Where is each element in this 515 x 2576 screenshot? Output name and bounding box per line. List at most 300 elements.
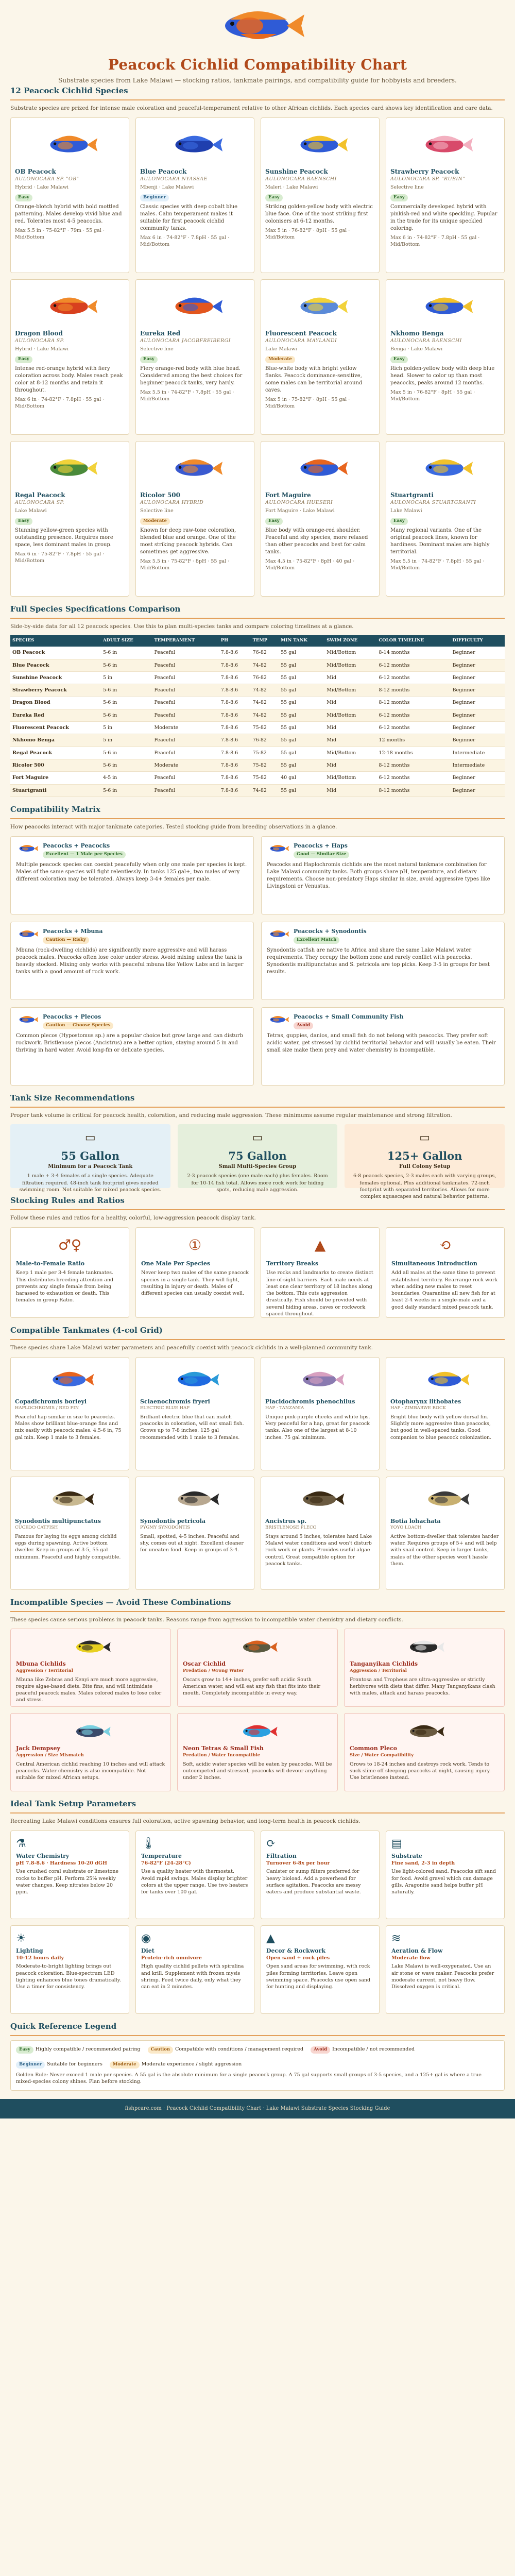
- table-cell: Peaceful: [152, 784, 218, 796]
- species-stats: Max 5.5 in · 75-82°F · 8pH · 55 gal · Mid/Bottom: [140, 558, 230, 571]
- table-cell: Beginner: [451, 784, 505, 796]
- tankmate-type: PYGMY SYNODONTIS: [140, 1524, 191, 1530]
- tank-parameters: [10, 1831, 505, 2014]
- tankmate-image: [265, 1362, 375, 1398]
- fish-icon: [292, 292, 349, 321]
- fish-icon: [401, 1637, 448, 1657]
- incompatible-description: Frontosa and Tropheus are ultra-aggressive or strictly herbivores with diets that differ. Many Tanganyikans clash with males, attack and harass peacocks.: [350, 1676, 495, 1697]
- table-cell: 75-82: [251, 759, 279, 771]
- params-section-title: Ideal Tank Setup Parameters: [10, 1791, 505, 1814]
- parameter-value: Protein-rich omnivore: [141, 1955, 202, 1961]
- species-origin: Selective line: [390, 184, 424, 190]
- legend-item: [16, 2061, 102, 2069]
- fish-icon: [401, 1721, 448, 1742]
- species-description: Fiery orange-red body with blue head. Considered among the best choices for beginner peacock tanks, very hardy.: [140, 365, 243, 386]
- species-card: [386, 117, 505, 273]
- table-cell: Beginner: [451, 722, 505, 734]
- table-row: [10, 772, 505, 784]
- table-cell: 55 gal: [279, 659, 324, 671]
- fish-pair-icon: [16, 1014, 39, 1027]
- stocking-rules: [10, 1227, 505, 1318]
- legend-text: Highly compatible / recommended pairing: [35, 2046, 141, 2052]
- specs-column-header: SWIM ZONE: [324, 635, 376, 647]
- tankmate-card: [386, 1477, 505, 1590]
- table-cell: 55 gal: [279, 647, 324, 659]
- table-cell: Mid/Bottom: [324, 709, 376, 721]
- incompatible-reason: Aggression / Territorial: [350, 1668, 407, 1673]
- parameter-value: Open sand + rock piles: [266, 1955, 330, 1961]
- species-origin: Hybrid · Lake Malawi: [15, 184, 69, 190]
- table-row: [10, 747, 505, 759]
- species-scientific-name: AULONOCARA BAENSCHI: [390, 338, 462, 344]
- legend-badge: Easy: [16, 2046, 33, 2054]
- table-cell: 55 gal: [279, 747, 324, 759]
- species-origin: Lake Malawi: [390, 507, 422, 514]
- table-row: [10, 684, 505, 697]
- species-description: Stunning yellow-green species with outstanding presence. Requires more space, less dominant males in group.: [15, 527, 113, 548]
- fish-icon: [420, 1487, 471, 1512]
- species-fish-image: [265, 284, 375, 329]
- fish-icon: [292, 454, 349, 483]
- table-cell: Beginner: [451, 671, 505, 684]
- table-cell: 74-82: [251, 659, 279, 671]
- species-stats: Max 6 in · 74-82°F · 7.8pH · 55 gal · Mid/Bottom: [390, 234, 480, 248]
- parameter-value: Turnover 6-8x per hour: [266, 1860, 330, 1867]
- tankmate-description: Stays around 5 inches, tolerates hard Lake Malawi water conditions and won't disturb rock work or plants. Provides useful algae control. Great compatible option for peacock tanks.: [265, 1533, 372, 1567]
- tankmate-image: [15, 1362, 125, 1398]
- species-description: Classic species with deep cobalt blue males. Calm temperament makes it suitable for first peacock cichlid community tanks.: [140, 204, 238, 231]
- species-scientific-name: AULONOCARA STUARTGRANTI: [390, 500, 476, 506]
- species-origin: Hybrid · Lake Malawi: [15, 346, 69, 352]
- species-name: Sunshine Peacock: [265, 167, 328, 175]
- parameter-value: Moderate flow: [391, 1955, 431, 1961]
- incompatible-reason: Aggression / Size Mismatch: [16, 1752, 84, 1758]
- light-icon: ☀: [16, 1931, 26, 1945]
- matrix-intro: How peacocks interact with major tankmate categories. Tested stocking guide from breeding observations in a glance.: [10, 823, 337, 830]
- table-cell: 5-6 in: [101, 684, 152, 697]
- tankmate-card: [135, 1357, 254, 1470]
- species-scientific-name: AULONOCARA BAENSCHI: [265, 176, 337, 182]
- gender-icon: ♂♀: [58, 1236, 82, 1254]
- table-cell: 8-12 months: [376, 697, 450, 709]
- species-card: [10, 117, 129, 273]
- incompatible-image: [350, 1634, 499, 1660]
- species-fish-image: [15, 446, 125, 491]
- table-cell: Peaceful: [152, 747, 218, 759]
- species-origin: Selective line: [140, 507, 174, 514]
- species-stats: Max 5.5 in · 75-82°F · 79m · 55 gal · Mid/Bottom: [15, 227, 105, 241]
- table-cell: 75-82: [251, 772, 279, 784]
- parameter-description: High quality cichlid pellets with spirulina and krill. Supplement with frozen mysis shrimp. Feed twice daily, only what they can eat in 2 minutes.: [141, 1963, 244, 1990]
- tank-description: 6-8 peacock species, 2-3 males each with varying groups, females optional. Plus additional tankmates. 72-inch footprint with separated territories. Allows for more complex aquascapes and natural behavior patterns.: [353, 1173, 496, 1200]
- species-name: Fort Maguire: [265, 491, 311, 499]
- pairing-title-block: [294, 1013, 403, 1029]
- rock-icon: ▲: [266, 1931, 275, 1945]
- species-stats: Max 6 in · 74-82°F · 7.8pH · 55 gal · Mid/Bottom: [15, 396, 105, 410]
- pairing-title: Peacocks + Mbuna: [43, 927, 103, 935]
- difficulty-badge: Easy: [140, 356, 158, 363]
- table-cell: 7.8-8.6: [219, 747, 251, 759]
- fish-pair-icon: [267, 1014, 289, 1027]
- tankmate-name: Otopharynx lithobates: [390, 1398, 461, 1405]
- tankmate-name: Synodontis multipunctatus: [15, 1517, 101, 1524]
- fish-icon: [234, 1721, 281, 1742]
- compatibility-card: [10, 1007, 254, 1086]
- parameter-title: Lighting: [16, 1947, 43, 1954]
- difficulty-badge: Moderate: [140, 518, 170, 525]
- table-cell: 74-82: [251, 684, 279, 697]
- legend-item: [110, 2061, 242, 2069]
- pairing-title-block: [43, 842, 126, 858]
- table-cell: Dragon Blood: [10, 697, 101, 709]
- specs-column-header: PH: [219, 635, 251, 647]
- parameter-title: Substrate: [391, 1852, 422, 1859]
- species-description: Commercially developed hybrid with pinkish-red and white speckling. Popular in the trade for its unique speckled coloring.: [390, 204, 497, 231]
- species-card: [261, 117, 380, 273]
- table-cell: 40 gal: [279, 772, 324, 784]
- table-cell: Peaceful: [152, 709, 218, 721]
- species-scientific-name: AULONOCARA MAYLANDI: [265, 338, 337, 344]
- table-cell: 8-12 months: [376, 784, 450, 796]
- species-name: Eureka Red: [140, 329, 181, 337]
- pairing-header: [16, 927, 248, 944]
- table-cell: 12-18 months: [376, 747, 450, 759]
- incompatible-image: [183, 1634, 332, 1660]
- parameter-value: 76-82°F (24-28°C): [141, 1860, 191, 1867]
- incompatible-description: Soft, acidic water species will be eaten by peacocks. Will be outcompeted and stressed, peacocks will devour anything under 2 inches.: [183, 1761, 332, 1781]
- difficulty-badge: Easy: [390, 356, 408, 363]
- tankmate-type: CUCKOO CATFISH: [15, 1524, 58, 1530]
- table-cell: Mid/Bottom: [324, 747, 376, 759]
- table-cell: 74-82: [251, 784, 279, 796]
- fish-icon: [42, 292, 98, 321]
- tanks-section-title: Tank Size Recommendations: [10, 1086, 505, 1108]
- fish-icon: [44, 1487, 96, 1512]
- species-card: [135, 117, 254, 273]
- tankmate-image: [140, 1481, 250, 1517]
- difficulty-badge: Beginner: [140, 194, 169, 201]
- parameter-description: Moderate-to-bright lighting brings out peacock coloration. Blue-spectrum LED lighting enhances blue tones dramatically. Use a timer for consistency.: [16, 1963, 121, 1990]
- tanks-intro: Proper tank volume is critical for peacock health, coloration, and reducing male aggression. These minimums assume regular maintenance and strong filtration.: [10, 1112, 452, 1118]
- table-cell: Peaceful: [152, 772, 218, 784]
- species-fish-image: [15, 122, 125, 167]
- species-description: Intense red-orange hybrid with fiery coloration across body. Males reach peak color at 8-12 months and retain it throughout.: [15, 365, 123, 393]
- compatibility-card: [10, 836, 254, 914]
- table-row: [10, 784, 505, 796]
- table-cell: Beginner: [451, 709, 505, 721]
- table-cell: Peaceful: [152, 671, 218, 684]
- table-cell: Peaceful: [152, 697, 218, 709]
- incompatible-name: Tanganyikan Cichlids: [350, 1660, 418, 1668]
- table-cell: 6-12 months: [376, 772, 450, 784]
- specs-intro: Side-by-side data for all 12 peacock species. Use this to plan multi-species tanks and compare coloring timelines at a glance.: [10, 623, 354, 630]
- table-cell: 12 months: [376, 734, 450, 747]
- incompatible-name: Common Pleco: [350, 1745, 398, 1752]
- fish-icon: [417, 130, 474, 159]
- table-cell: Peaceful: [152, 647, 218, 659]
- species-stats: Max 6 in · 74-82°F · 7.8pH · 55 gal · Mid/Bottom: [140, 234, 230, 248]
- pairing-description: Mbuna (rock-dwelling cichlids) are significantly more aggressive and will harass peacock males. Peacocks often lose color under stress. Avoid mixing unless the tank is heavily stocked. Mixing only works with peaceful mbuna like Yellow Labs and in larger tanks with a good amount of rock work.: [16, 947, 244, 975]
- species-fish-image: [390, 122, 500, 167]
- table-cell: 55 gal: [279, 722, 324, 734]
- tankmate-name: Sciaenochromis fryeri: [140, 1398, 210, 1405]
- table-row: [10, 734, 505, 747]
- species-scientific-name: AULONOCARA SP.: [15, 500, 64, 506]
- parameter-description: Canister or sump filters preferred for heavy bioload. Add a powerhead for surface agitation. Peacocks are messy eaters and produce substantial waste.: [266, 1869, 361, 1895]
- parameter-title: Temperature: [141, 1852, 182, 1859]
- legend-text: Incompatible / not recommended: [332, 2046, 415, 2052]
- species-section-title: 12 Peacock Cichlid Species: [10, 78, 505, 100]
- stocking-rule-card: [10, 1227, 129, 1318]
- table-cell: 75-82: [251, 722, 279, 734]
- tank-size-card: [345, 1124, 505, 1200]
- table-cell: Mid/Bottom: [324, 684, 376, 697]
- substrate-icon: ▤: [391, 1837, 402, 1850]
- compatibility-card: [261, 922, 505, 1000]
- species-fish-image: [390, 284, 500, 329]
- pairing-header: [16, 842, 248, 858]
- table-cell: 55 gal: [279, 784, 324, 796]
- table-cell: Regal Peacock: [10, 747, 101, 759]
- tankmate-card: [10, 1477, 129, 1590]
- incompatible-image: [350, 1719, 499, 1744]
- tank-volume: 125+ Gallon: [387, 1149, 462, 1162]
- tankmate-description: Peaceful hap similar in size to peacocks. Males show brilliant blue-orange fins and mix easily with peacock males. 4.5-6 in, 75 gal min. Keep 1 male to 3 females.: [15, 1414, 122, 1440]
- fish-icon: [167, 130, 224, 159]
- table-cell: Moderate: [152, 759, 218, 771]
- parameter-card: [386, 1925, 505, 2014]
- table-cell: Stuartgranti: [10, 784, 101, 796]
- difficulty-badge: Easy: [390, 518, 408, 525]
- mates-intro: These species share Lake Malawi water parameters and peacefully coexist with peacock cichlids in a well-planned community tank.: [10, 1344, 373, 1351]
- species-card: [135, 441, 254, 597]
- fish-icon: [42, 454, 98, 483]
- incompatible-card: [344, 1629, 505, 1707]
- tankmate-card: [261, 1477, 380, 1590]
- species-fish-image: [140, 122, 250, 167]
- fish-icon: [16, 928, 39, 940]
- mates-section-title: Compatible Tankmates (4-col Grid): [10, 1318, 505, 1340]
- tankmates-grid: [10, 1357, 505, 1590]
- tankmate-type: HAPLOCHROMIS / RED FIN: [15, 1405, 79, 1411]
- pairing-description: Multiple peacock species can coexist peacefully when only one male per species is kept. Males of the same species will fight relentlessly. In tanks 125 gal+, two males of very different coloration may be tolerated. Always keep 3-4+ females per male.: [16, 861, 247, 882]
- table-cell: Sunshine Peacock: [10, 671, 101, 684]
- fish-icon: [167, 454, 224, 483]
- tank-description: 2-3 peacock species (one male each) plus females. Room for 10-14 fish total. Allows more rock work for hiding spots, reducing male aggression.: [187, 1173, 328, 1193]
- table-cell: Peaceful: [152, 684, 218, 697]
- incompatible-name: Jack Dempsey: [16, 1745, 60, 1752]
- compatibility-matrix: [10, 836, 505, 1086]
- species-scientific-name: AULONOCARA HUESERI: [265, 500, 333, 506]
- fish-icon: [267, 843, 289, 854]
- fish-icon: [417, 292, 474, 321]
- species-card: [10, 441, 129, 597]
- table-cell: Peaceful: [152, 734, 218, 747]
- legend-text: Suitable for beginners: [47, 2061, 102, 2067]
- legend-note: Golden Rule: Never exceed 1 male per species. A 55 gal is the absolute minimum for a single peacock group. A 75 gal supports small groups of 3-5 species, and a 125+ gal is where a true mixed-species colony shines. Plan before stocking.: [16, 2072, 482, 2085]
- pairing-title: Peacocks + Plecos: [43, 1013, 101, 1020]
- difficulty-badge: Easy: [15, 194, 32, 201]
- incompatible-reason: Aggression / Territorial: [16, 1668, 74, 1673]
- stocking-rule-card: [386, 1227, 505, 1318]
- rules-intro: Follow these rules and ratios for a healthy, colorful, low-aggression peacock display tank.: [10, 1215, 256, 1222]
- table-cell: Beginner: [451, 647, 505, 659]
- table-cell: 75-82: [251, 747, 279, 759]
- table-cell: 74-82: [251, 709, 279, 721]
- table-row: [10, 697, 505, 709]
- difficulty-badge: Easy: [265, 194, 283, 201]
- rule-description: Add all males at the same time to prevent established territory. Rearrange rock work when adding new males to reset boundaries. Quarantine all new fish for at least 2-4 weeks in a single-male and a good daily standard mixed peacock tank.: [391, 1270, 498, 1310]
- difficulty-badge: Easy: [15, 356, 32, 363]
- species-stats: Max 5.5 in · 74-82°F · 7.8pH · 55 gal · Mid/Bottom: [390, 558, 485, 571]
- table-cell: 6-12 months: [376, 709, 450, 721]
- tankmate-name: Placidochromis phenochilus: [265, 1398, 355, 1405]
- tankmate-description: Brilliant electric blue that can match peacocks in coloration, will eat small fish. Grows up to 7-8 inches. 125 gal recommended with 1 male to 3 females.: [140, 1414, 244, 1440]
- table-cell: 76-82: [251, 671, 279, 684]
- table-cell: Beginner: [451, 684, 505, 697]
- table-cell: 8-12 months: [376, 684, 450, 697]
- single-male-icon: ①: [188, 1236, 202, 1254]
- territory-icon: ▲: [314, 1236, 326, 1254]
- difficulty-badge: Easy: [15, 518, 32, 525]
- table-cell: 6-12 months: [376, 671, 450, 684]
- species-description: Rich golden-yellow body with deep blue head. Slower to color up than most peacocks, peaks around 12 months.: [390, 365, 495, 386]
- stocking-rule-card: [261, 1227, 380, 1318]
- parameter-card: [261, 1831, 380, 1919]
- table-row: [10, 722, 505, 734]
- table-cell: 7.8-8.6: [219, 709, 251, 721]
- compatibility-card: [10, 922, 254, 1000]
- species-origin: Selective line: [140, 346, 174, 352]
- tankmate-card: [10, 1357, 129, 1470]
- table-cell: Mid/Bottom: [324, 659, 376, 671]
- compatibility-badge: Excellent — 1 Male per Species: [43, 851, 126, 858]
- fish-icon: [267, 1014, 289, 1025]
- water-chemistry-icon: ⚗: [16, 1837, 26, 1850]
- fish-pair-icon: [267, 928, 289, 942]
- tankmate-type: HAP · ZIMBABWE ROCK: [390, 1405, 446, 1411]
- rule-description: Use rocks and landmarks to create distinct line-of-sight barriers. Each male needs at least one clear territory of 18 inches along the bottom. This cuts aggression drastically. Fish should be provided with several hiding areas, caves or rockwork spaced throughout.: [266, 1270, 373, 1317]
- parameter-card: [135, 1925, 254, 2014]
- incompatible-name: Neon Tetras & Small Fish: [183, 1745, 264, 1752]
- species-intro: Substrate species are prized for intense male coloration and peaceful-temperament relative to other African cichlids. Each species card shows key identification and care data.: [10, 105, 493, 111]
- table-cell: 6-12 months: [376, 722, 450, 734]
- parameter-card: [10, 1831, 129, 1919]
- table-cell: Ricolor 500: [10, 759, 101, 771]
- fish-pair-icon: [16, 928, 39, 942]
- incompatible-card: [10, 1629, 171, 1707]
- rule-title: Male-to-Female Ratio: [16, 1260, 85, 1267]
- parameter-card: [386, 1831, 505, 1919]
- incompatible-card: [344, 1713, 505, 1791]
- specs-column-header: MIN TANK: [279, 635, 324, 647]
- species-name: Fluorescent Peacock: [265, 329, 337, 337]
- pairing-description: Tetras, guppies, danios, and small fish do not belong with peacocks. They prefer soft acidic water, get stressed by cichlid territorial behavior and will usually be eaten. Their small size make them prey and water chemistry is incompatible.: [267, 1032, 496, 1053]
- fish-icon: [67, 1721, 114, 1742]
- difficulty-badge: Easy: [265, 518, 283, 525]
- specs-column-header: SPECIES: [10, 635, 101, 647]
- pairing-title: Peacocks + Synodontis: [294, 927, 367, 935]
- species-scientific-name: AULONOCARA HYBRID: [140, 500, 204, 506]
- table-row: [10, 671, 505, 684]
- tank-label: Full Colony Setup: [399, 1164, 451, 1170]
- species-fish-image: [265, 446, 375, 491]
- tank-label: Small Multi-Species Group: [218, 1164, 297, 1170]
- table-cell: 55 gal: [279, 734, 324, 747]
- fish-icon: [295, 1367, 346, 1392]
- specs-section-title: Full Species Specifications Comparison: [10, 597, 505, 619]
- table-cell: 7.8-8.6: [219, 734, 251, 747]
- compatibility-badge: Good — Similar Size: [294, 851, 349, 858]
- tankmate-image: [390, 1481, 500, 1517]
- specs-header-row: [10, 635, 505, 647]
- incompatible-image: [16, 1634, 165, 1660]
- species-name: Strawberry Peacock: [390, 167, 459, 175]
- table-cell: 76-82: [251, 734, 279, 747]
- parameter-title: Diet: [141, 1947, 154, 1954]
- species-name: Dragon Blood: [15, 329, 63, 337]
- stocking-rule-card: [135, 1227, 254, 1318]
- parameter-description: Use light-colored sand. Peacocks sift sand for food. Avoid gravel which can damage gills. Aragonite sand helps buffer pH naturally.: [391, 1869, 496, 1895]
- table-cell: Mid: [324, 784, 376, 796]
- parameter-title: Decor & Rockwork: [266, 1947, 325, 1954]
- fish-icon: [169, 1367, 221, 1392]
- parameter-title: Water Chemistry: [16, 1852, 70, 1859]
- table-cell: 5-6 in: [101, 747, 152, 759]
- rule-title: Territory Breaks: [266, 1260, 319, 1267]
- hero: [0, 0, 515, 84]
- fish-icon: [169, 1487, 221, 1512]
- species-stats: Max 4.5 in · 75-82°F · 8pH · 40 gal · Mid/Bottom: [265, 558, 355, 571]
- pairing-header: [267, 842, 499, 858]
- parameter-description: Open sand areas for swimming, with rock piles forming territories. Leave open swimming space. Peacocks use open sand for hunting and displaying.: [266, 1963, 371, 1990]
- legend-item: [16, 2046, 141, 2054]
- table-cell: 55 gal: [279, 697, 324, 709]
- legend-items: [16, 2046, 499, 2069]
- compatibility-badge: Caution — Choose Species: [43, 1022, 113, 1029]
- fish-pair-icon: [267, 843, 289, 856]
- legend: [10, 2040, 505, 2091]
- fish-icon: [16, 843, 39, 854]
- pairing-header: [267, 927, 499, 944]
- tankmate-name: Ancistrus sp.: [265, 1517, 307, 1524]
- incompat-intro: These species cause serious problems in peacock tanks. Reasons range from aggression to incompatible water chemistry and dietary conflicts.: [10, 1616, 403, 1623]
- table-cell: 5-6 in: [101, 784, 152, 796]
- table-cell: Beginner: [451, 734, 505, 747]
- table-cell: 76-82: [251, 647, 279, 659]
- species-scientific-name: AULONOCARA SP. "RUBIN": [390, 176, 465, 182]
- flow-icon: ≋: [391, 1931, 401, 1945]
- compatibility-badge: Excellent Match: [294, 937, 339, 944]
- parameter-value: pH 7.8-8.6 · Hardness 10-20 dGH: [16, 1860, 108, 1867]
- pairing-header: [267, 1013, 499, 1029]
- table-cell: Mid/Bottom: [324, 647, 376, 659]
- table-cell: 5-6 in: [101, 647, 152, 659]
- legend-badge: Avoid: [311, 2046, 330, 2054]
- table-cell: 5 in: [101, 734, 152, 747]
- difficulty-badge: Easy: [390, 194, 408, 201]
- thermometer-icon: 🌡: [141, 1837, 156, 1850]
- fish-icon: [16, 1014, 39, 1025]
- species-name: Regal Peacock: [15, 491, 65, 499]
- table-cell: Intermediate: [451, 747, 505, 759]
- legend-badge: Moderate: [110, 2061, 140, 2069]
- species-stats: Max 5.5 in · 74-82°F · 7.8pH · 55 gal · Mid/Bottom: [140, 389, 234, 402]
- peacock-cichlid-illustration: [210, 4, 305, 45]
- species-name: Stuartgranti: [390, 491, 434, 499]
- species-stats: Max 5 in · 76-82°F · 8pH · 55 gal · Mid/Bottom: [265, 227, 350, 241]
- species-description: Known for deep raw-tone coloration, blended blue and orange. One of the most striking peacock hybrids. Can sometimes get aggressive.: [140, 527, 236, 555]
